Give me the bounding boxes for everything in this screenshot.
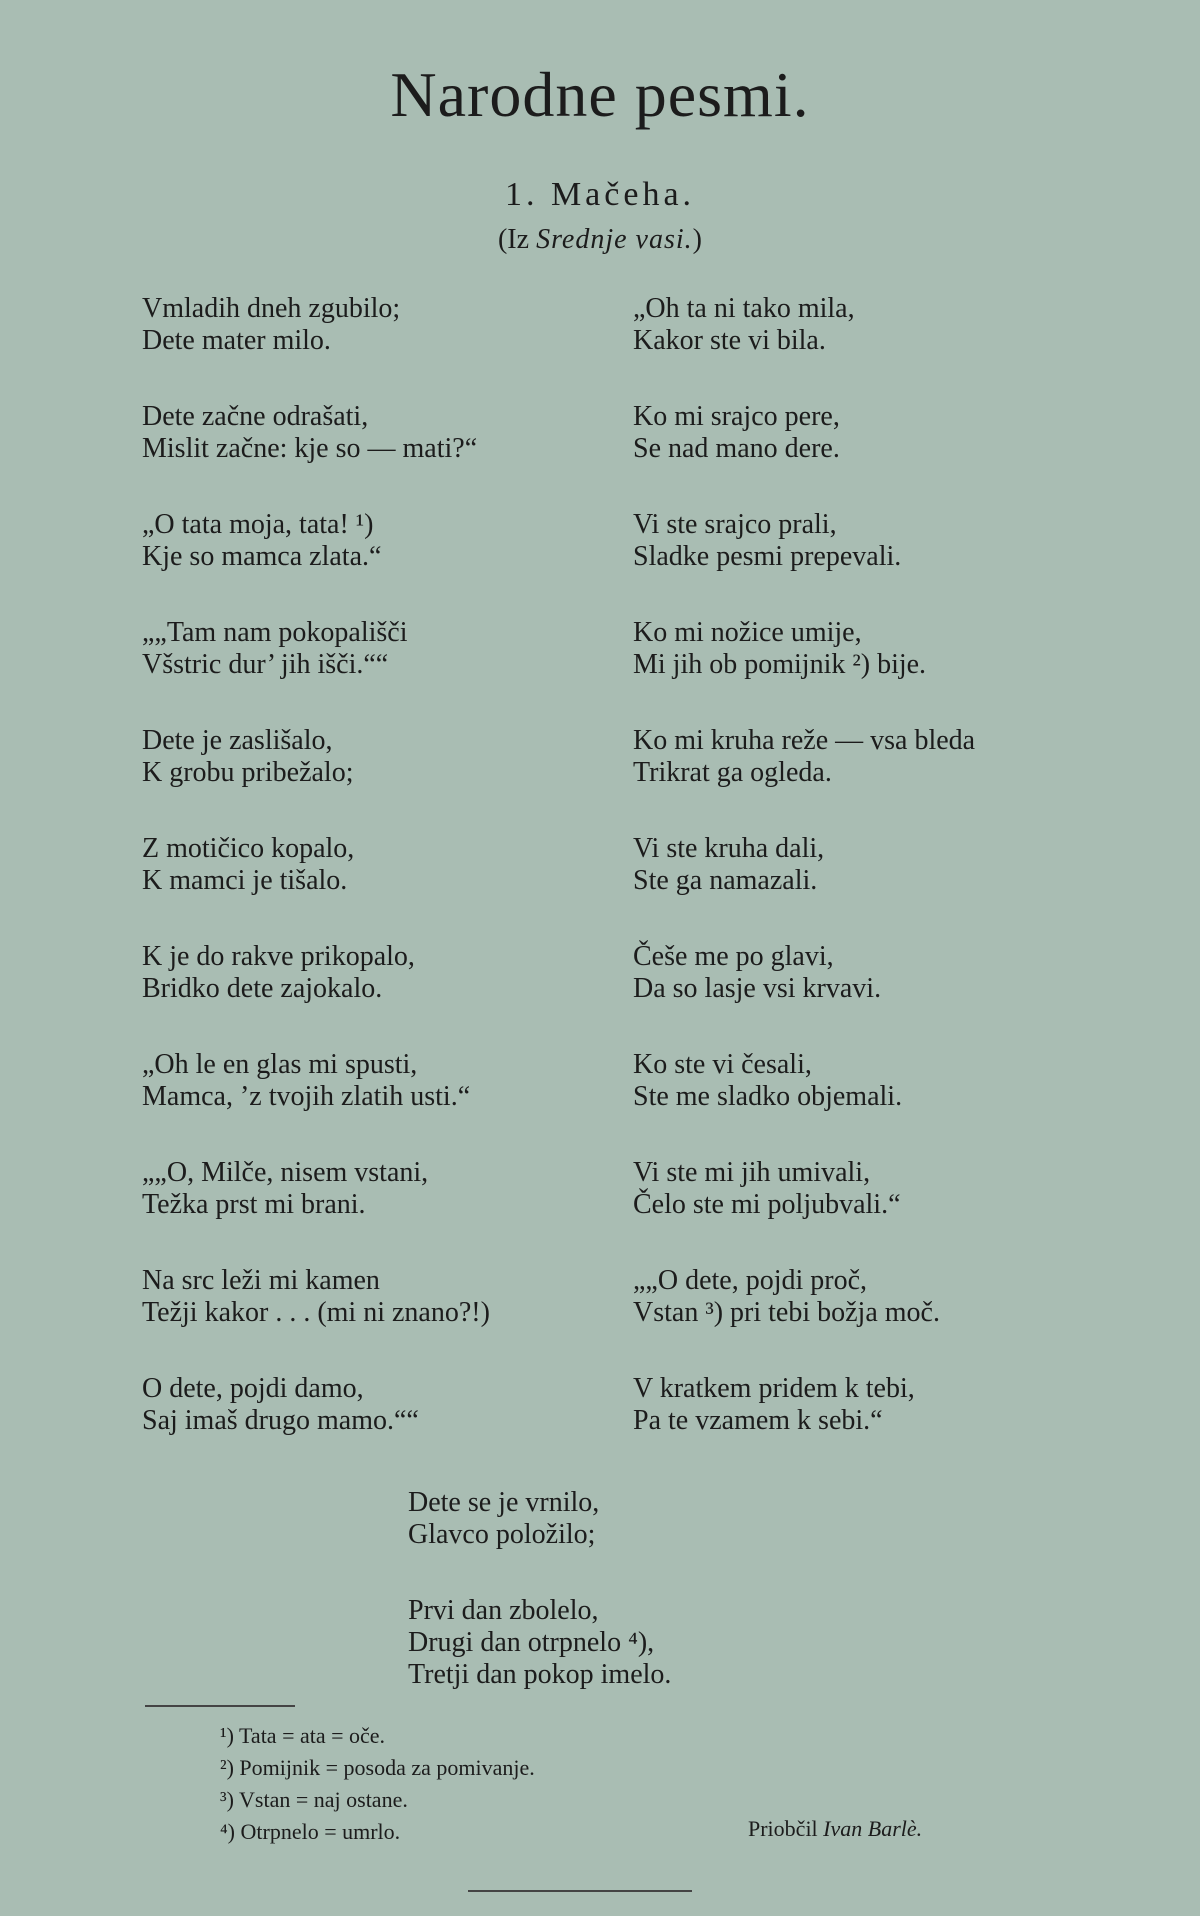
stanza (142, 617, 642, 725)
verse-line: Na src leži mi kamen (142, 1265, 380, 1296)
verse-line: Vi ste kruha dali, (633, 833, 825, 864)
verse-line: Ko mi kruha reže — vsa bleda (633, 725, 976, 756)
verse-line: Kje so mamca zlata.“ (142, 541, 382, 572)
footnote-divider (145, 1705, 295, 1707)
verse-line: Pa te vzamem k sebi.“ (633, 1405, 883, 1436)
verse-line: V kratkem pridem k tebi, (633, 1373, 915, 1404)
signature (748, 1816, 922, 1842)
source-prefix: (Iz (497, 224, 537, 255)
poem-right-column (633, 293, 1133, 1481)
stanza (142, 725, 642, 833)
page-title: Narodne pesmi. (390, 59, 810, 130)
verse-line: Težka prst mi brani. (142, 1189, 366, 1220)
stanza (633, 617, 1133, 725)
stanza (142, 833, 642, 941)
verse-line: O dete, pojdi damo, (142, 1373, 364, 1404)
stanza (633, 401, 1133, 509)
verse-line: Dete mater milo. (142, 325, 331, 356)
bottom-divider (468, 1890, 692, 1892)
stanza (142, 1049, 642, 1157)
signature-name: Ivan Barlè. (823, 1816, 923, 1841)
poem-closing (408, 1487, 908, 1703)
verse-line: Všstric dur’ jih išči.““ (142, 649, 389, 680)
verse-line: Ste ga namazali. (633, 865, 818, 896)
verse-line: „O tata moja, tata! ¹) (142, 509, 374, 540)
verse-line: Vmladih dneh zgubilo; (142, 293, 401, 324)
verse-line: K mamci je tišalo. (142, 865, 348, 896)
stanza (408, 1595, 908, 1703)
verse-line: Vstan ³) pri tebi božja moč. (633, 1297, 940, 1328)
verse-line: Češe me po glavi, (633, 941, 834, 972)
verse-line: Glavco položilo; (408, 1519, 596, 1550)
verse-line: „„O dete, pojdi proč, (633, 1265, 868, 1296)
verse-line: Mamca, ’z tvojih zlatih usti.“ (142, 1081, 471, 1112)
verse-line: Tretji dan pokop imelo. (408, 1659, 672, 1690)
verse-line: Vi ste mi jih umivali, (633, 1157, 871, 1188)
verse-line: „„O, Milče, nisem vstani, (142, 1157, 429, 1188)
verse-line: Ko mi nožice umije, (633, 617, 862, 648)
verse-line: Ko ste vi česali, (633, 1049, 812, 1080)
verse-line: Mi jih ob pomijnik ²) bije. (633, 649, 927, 680)
stanza (633, 509, 1133, 617)
verse-line: Ste me sladko objemali. (633, 1081, 903, 1112)
verse-line: Kakor ste vi bila. (633, 325, 826, 356)
stanza (633, 293, 1133, 401)
stanza (633, 725, 1133, 833)
footnote: ²) Pomijnik = posoda za pomivanje. (220, 1755, 535, 1780)
verse-line: Da so lasje vsi krvavi. (633, 973, 882, 1004)
stanza (142, 1373, 642, 1481)
source-place: Srednje vasi. (536, 224, 693, 255)
verse-line: Drugi dan otrpnelo ⁴), (408, 1627, 655, 1658)
stanza (633, 833, 1133, 941)
footnote: ³) Vstan = naj ostane. (220, 1787, 408, 1812)
verse-line: Se nad mano dere. (633, 433, 840, 464)
verse-line: Saj imaš drugo mamo.““ (142, 1405, 419, 1436)
verse-line: Dete je zaslišalo, (142, 725, 333, 756)
verse-line: Trikrat ga ogleda. (633, 757, 832, 788)
stanza (142, 401, 642, 509)
stanza (633, 1265, 1133, 1373)
poem-source (0, 224, 1200, 256)
stanza (633, 1049, 1133, 1157)
verse-line: Prvi dan zbolelo, (408, 1595, 599, 1626)
stanza (142, 1157, 642, 1265)
footnote: ⁴) Otrpnelo = umrlo. (220, 1819, 401, 1844)
verse-line: K grobu pribežalo; (142, 757, 354, 788)
stanza (142, 509, 642, 617)
stanza (633, 1373, 1133, 1481)
verse-line: „„Tam nam pokopališči (142, 617, 408, 648)
verse-line: Bridko dete zajokalo. (142, 973, 383, 1004)
poem-heading: 1. Mačeha. (504, 176, 696, 213)
footnotes (220, 1720, 535, 1848)
stanza (142, 941, 642, 1049)
verse-line: „Oh le en glas mi spusti, (142, 1049, 418, 1080)
source-suffix: ) (692, 224, 702, 255)
signature-prefix: Priobčil (748, 1816, 824, 1841)
verse-line: „Oh ta ni tako mila, (633, 293, 855, 324)
poem-left-column (142, 293, 642, 1481)
verse-line: Težji kakor . . . (mi ni znano?!) (142, 1297, 490, 1328)
verse-line: K je do rakve prikopalo, (142, 941, 415, 972)
verse-line: Dete se je vrnilo, (408, 1487, 600, 1518)
verse-line: Vi ste srajco prali, (633, 509, 837, 540)
stanza (142, 1265, 642, 1373)
verse-line: Ko mi srajco pere, (633, 401, 840, 432)
stanza (142, 293, 642, 401)
verse-line: Čelo ste mi poljubvali.“ (633, 1189, 901, 1220)
stanza (633, 941, 1133, 1049)
verse-line: Mislit začne: kje so — mati?“ (142, 433, 478, 464)
verse-line: Dete začne odrašati, (142, 401, 369, 432)
stanza (408, 1487, 908, 1595)
verse-line: Z motičico kopalo, (142, 833, 355, 864)
verse-line: Sladke pesmi prepevali. (633, 541, 902, 572)
stanza (633, 1157, 1133, 1265)
footnote: ¹) Tata = ata = oče. (220, 1723, 386, 1748)
